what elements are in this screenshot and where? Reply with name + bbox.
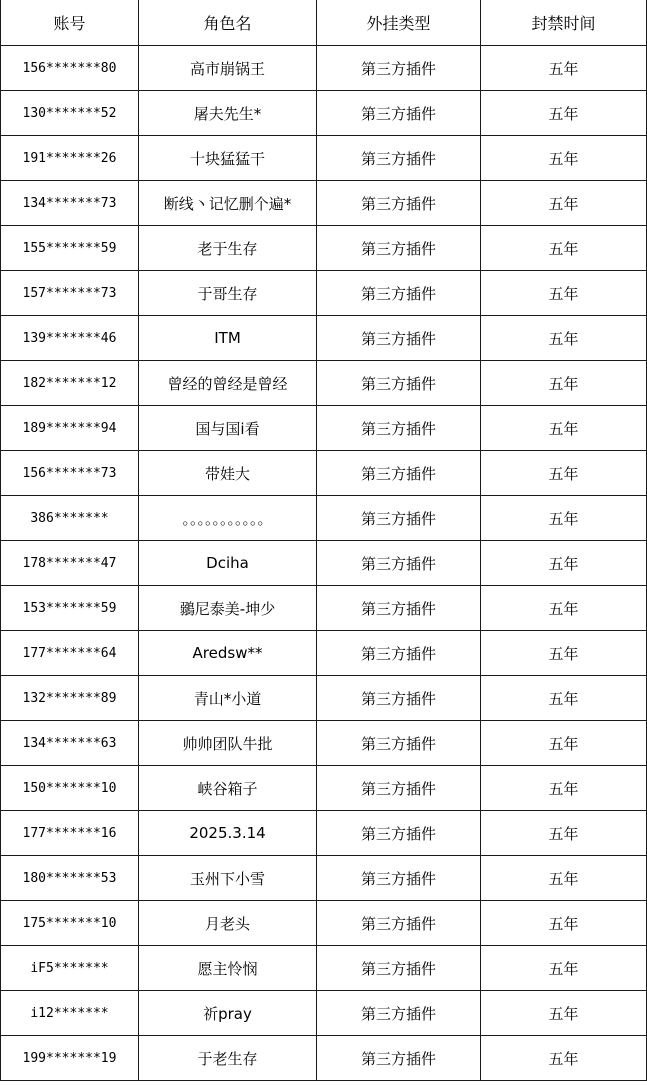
table-row [1,676,647,721]
cell-role-name: 月老头 [139,901,317,946]
table-row [1,721,647,766]
cell-role-name: 屠夫先生* [139,91,317,136]
cell-role-name: Aredsw** [139,631,317,676]
cell-cheat-type: 第三方插件 [317,541,481,586]
cell-cheat-type: 第三方插件 [317,901,481,946]
cell-account: 134*******73 [1,181,139,226]
cell-role-name: Dciha [139,541,317,586]
cell-account: 150*******10 [1,766,139,811]
cell-ban-duration: 五年 [481,676,647,721]
cell-cheat-type: 第三方插件 [317,811,481,856]
cell-role-name: 鶸尼泰美-坤少 [139,586,317,631]
cell-role-name: 高市崩锅王 [139,46,317,91]
cell-cheat-type: 第三方插件 [317,451,481,496]
table-row [1,541,647,586]
table-row [1,631,647,676]
table-row [1,991,647,1036]
cell-role-name: ITM [139,316,317,361]
table-row [1,586,647,631]
table-row [1,946,647,991]
cell-ban-duration: 五年 [481,991,647,1036]
cell-cheat-type: 第三方插件 [317,91,481,136]
cell-ban-duration: 五年 [481,496,647,541]
cell-ban-duration: 五年 [481,856,647,901]
cell-account: 134*******63 [1,721,139,766]
cell-account: 177*******16 [1,811,139,856]
cell-ban-duration: 五年 [481,766,647,811]
cell-role-name: 2025.3.14 [139,811,317,856]
cell-account: 178*******47 [1,541,139,586]
table-body [1,46,647,1081]
cell-ban-duration: 五年 [481,1036,647,1081]
cell-role-name: 于老生存 [139,1036,317,1081]
cell-ban-duration: 五年 [481,226,647,271]
cell-cheat-type: 第三方插件 [317,271,481,316]
cell-role-name: 老于生存 [139,226,317,271]
cell-role-name: 愿主怜悯 [139,946,317,991]
cell-role-name: 。。。。。。。。。。。 [139,496,317,541]
table-row [1,811,647,856]
cell-cheat-type: 第三方插件 [317,46,481,91]
cell-account: 175*******10 [1,901,139,946]
cell-role-name: 带娃大 [139,451,317,496]
table-row [1,496,647,541]
cell-ban-duration: 五年 [481,721,647,766]
cell-account: 180*******53 [1,856,139,901]
cell-cheat-type: 第三方插件 [317,676,481,721]
table-row [1,271,647,316]
header-ban-duration: 封禁时间 [481,0,647,46]
cell-role-name: 玉州下小雪 [139,856,317,901]
cell-account: 130*******52 [1,91,139,136]
table-row [1,1036,647,1081]
table-row [1,136,647,181]
cell-ban-duration: 五年 [481,406,647,451]
cell-account: 191*******26 [1,136,139,181]
cell-cheat-type: 第三方插件 [317,406,481,451]
header-role-name: 角色名 [139,0,317,46]
cell-cheat-type: 第三方插件 [317,856,481,901]
cell-role-name: 帅帅团队牛批 [139,721,317,766]
cell-account: 177*******64 [1,631,139,676]
cell-cheat-type: 第三方插件 [317,586,481,631]
cell-account: 189*******94 [1,406,139,451]
header-account: 账号 [1,0,139,46]
table-row [1,406,647,451]
cell-cheat-type: 第三方插件 [317,226,481,271]
cell-account: 386******* [1,496,139,541]
cell-role-name: 国与国i看 [139,406,317,451]
cell-ban-duration: 五年 [481,271,647,316]
table-row [1,901,647,946]
cell-ban-duration: 五年 [481,811,647,856]
cell-cheat-type: 第三方插件 [317,136,481,181]
cell-cheat-type: 第三方插件 [317,361,481,406]
table-row [1,856,647,901]
header-cheat-type: 外挂类型 [317,0,481,46]
table-header-row [1,0,647,46]
cell-role-name: 祈pray [139,991,317,1036]
cell-account: i12******* [1,991,139,1036]
cell-role-name: 曾经的曾经是曾经 [139,361,317,406]
cell-ban-duration: 五年 [481,901,647,946]
cell-ban-duration: 五年 [481,361,647,406]
cell-ban-duration: 五年 [481,91,647,136]
cell-cheat-type: 第三方插件 [317,181,481,226]
cell-account: 132*******89 [1,676,139,721]
cell-cheat-type: 第三方插件 [317,496,481,541]
table-row [1,316,647,361]
table-row [1,181,647,226]
cell-cheat-type: 第三方插件 [317,766,481,811]
cell-account: 156*******80 [1,46,139,91]
cell-ban-duration: 五年 [481,631,647,676]
table-row [1,91,647,136]
cell-cheat-type: 第三方插件 [317,721,481,766]
cell-ban-duration: 五年 [481,316,647,361]
table-row [1,46,647,91]
table-row [1,361,647,406]
cell-role-name: 于哥生存 [139,271,317,316]
cell-cheat-type: 第三方插件 [317,991,481,1036]
cell-account: 157*******73 [1,271,139,316]
cell-ban-duration: 五年 [481,541,647,586]
cell-account: 155*******59 [1,226,139,271]
cell-role-name: 峡谷箱子 [139,766,317,811]
cell-cheat-type: 第三方插件 [317,946,481,991]
cell-cheat-type: 第三方插件 [317,631,481,676]
cell-role-name: 断线丶记忆删个遍* [139,181,317,226]
cell-account: 156*******73 [1,451,139,496]
cell-role-name: 青山*小道 [139,676,317,721]
table-row [1,451,647,496]
cell-ban-duration: 五年 [481,136,647,181]
cell-ban-duration: 五年 [481,586,647,631]
table-row [1,766,647,811]
cell-account: 199*******19 [1,1036,139,1081]
cell-ban-duration: 五年 [481,181,647,226]
cell-ban-duration: 五年 [481,946,647,991]
cell-ban-duration: 五年 [481,451,647,496]
table-row [1,226,647,271]
cell-account: 182*******12 [1,361,139,406]
cell-ban-duration: 五年 [481,46,647,91]
cell-cheat-type: 第三方插件 [317,316,481,361]
cell-account: 139*******46 [1,316,139,361]
cell-cheat-type: 第三方插件 [317,1036,481,1081]
cell-account: 153*******59 [1,586,139,631]
cell-role-name: 十块猛猛干 [139,136,317,181]
cell-account: iF5******* [1,946,139,991]
